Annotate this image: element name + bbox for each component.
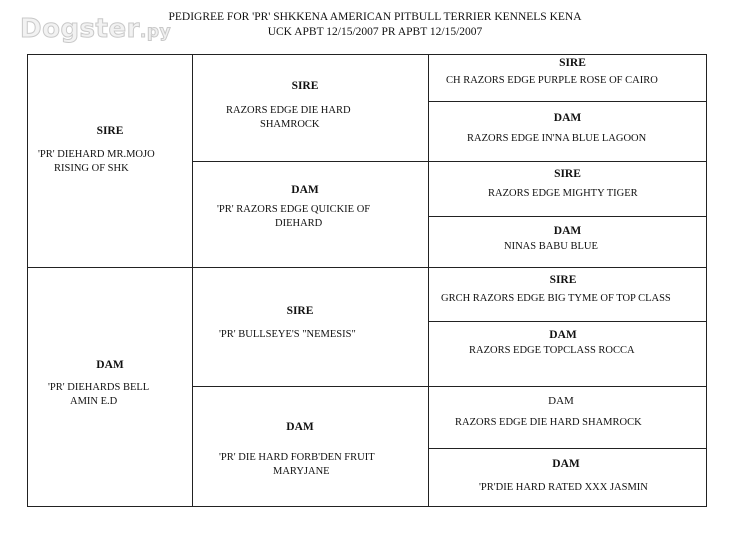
gen3-8-role: DAM bbox=[552, 458, 580, 470]
gen3-7-name: RAZORS EDGE DIE HARD SHAMROCK bbox=[455, 417, 642, 428]
gen1-sire-name-line1: 'PR' DIEHARD MR.MOJO bbox=[38, 149, 155, 160]
gen2-sire-sire-name-line2: SHAMROCK bbox=[260, 119, 320, 130]
gen1-dam-name-line2: AMIN E.D bbox=[70, 396, 118, 407]
gen2-sire-dam-name-line1: 'PR' RAZORS EDGE QUICKIE OF bbox=[217, 204, 371, 215]
gen3-sire-dam-dam-box bbox=[428, 216, 707, 268]
gen2-dam-sire-name: 'PR' BULLSEYE'S "NEMESIS" bbox=[219, 329, 356, 340]
gen1-dam-name-line1: 'PR' DIEHARDS BELL bbox=[48, 382, 150, 393]
gen3-sire-sire-dam-box bbox=[428, 101, 707, 162]
gen3-dam-dam-sire-box bbox=[428, 386, 707, 449]
gen3-8-name: 'PR'DIE HARD RATED XXX JASMIN bbox=[479, 482, 648, 493]
gen2-sire-sire-box bbox=[192, 54, 429, 162]
gen2-dam-sire-box bbox=[192, 267, 429, 387]
gen3-1-role: SIRE bbox=[559, 57, 586, 69]
gen3-2-name: RAZORS EDGE IN'NA BLUE LAGOON bbox=[467, 133, 647, 144]
gen3-dam-dam-dam-box bbox=[428, 448, 707, 507]
gen2-sire-dam-name-line2: DIEHARD bbox=[275, 218, 323, 229]
gen3-3-name: RAZORS EDGE MIGHTY TIGER bbox=[488, 188, 638, 199]
gen3-7-role: DAM bbox=[548, 395, 574, 407]
gen1-dam-box bbox=[27, 267, 193, 507]
gen3-dam-sire-dam-box bbox=[428, 321, 707, 387]
watermark-name: Dogster bbox=[20, 14, 140, 44]
gen3-3-role: SIRE bbox=[554, 168, 581, 180]
gen2-dam-dam-role: DAM bbox=[286, 421, 314, 433]
gen3-1-name: CH RAZORS EDGE PURPLE ROSE OF CAIRO bbox=[446, 75, 658, 86]
gen3-dam-sire-sire-box bbox=[428, 267, 707, 322]
gen2-sire-sire-role: SIRE bbox=[291, 80, 319, 92]
watermark-tld: .ру bbox=[139, 22, 172, 42]
gen3-sire-sire-sire-box bbox=[428, 54, 707, 102]
gen3-5-name: GRCH RAZORS EDGE BIG TYME OF TOP CLASS bbox=[441, 293, 671, 304]
gen2-dam-dam-name-line1: 'PR' DIE HARD FORB'DEN FRUIT bbox=[219, 452, 375, 463]
gen3-5-role: SIRE bbox=[549, 274, 577, 286]
gen2-dam-sire-role: SIRE bbox=[286, 305, 314, 317]
dogster-watermark-logo bbox=[20, 14, 171, 44]
gen3-6-role: DAM bbox=[549, 329, 577, 341]
header-registration: UCK APBT 12/15/2007 PR APBT 12/15/2007 bbox=[267, 26, 483, 38]
gen3-6-name: RAZORS EDGE TOPCLASS ROCCA bbox=[469, 345, 635, 356]
gen3-4-role: DAM bbox=[553, 225, 582, 237]
gen1-dam-role: DAM bbox=[96, 359, 124, 371]
gen3-2-role: DAM bbox=[553, 112, 582, 124]
gen1-sire-role: SIRE bbox=[96, 125, 124, 137]
gen2-sire-dam-role: DAM bbox=[291, 184, 319, 196]
gen2-sire-sire-name-line1: RAZORS EDGE DIE HARD bbox=[226, 105, 351, 116]
gen3-4-name: NINAS BABU BLUE bbox=[504, 241, 598, 252]
gen2-sire-dam-box bbox=[192, 161, 429, 268]
gen3-sire-dam-sire-box bbox=[428, 161, 707, 217]
gen1-sire-box bbox=[27, 54, 193, 268]
gen2-dam-dam-name-line2: MARYJANE bbox=[273, 466, 330, 477]
gen1-sire-name-line2: RISING OF SHK bbox=[54, 163, 129, 174]
gen2-dam-dam-box bbox=[192, 386, 429, 507]
header-title: PEDIGREE FOR 'PR' SHKKENA AMERICAN PITBULL TERRIER KENNELS KENA bbox=[168, 11, 582, 23]
